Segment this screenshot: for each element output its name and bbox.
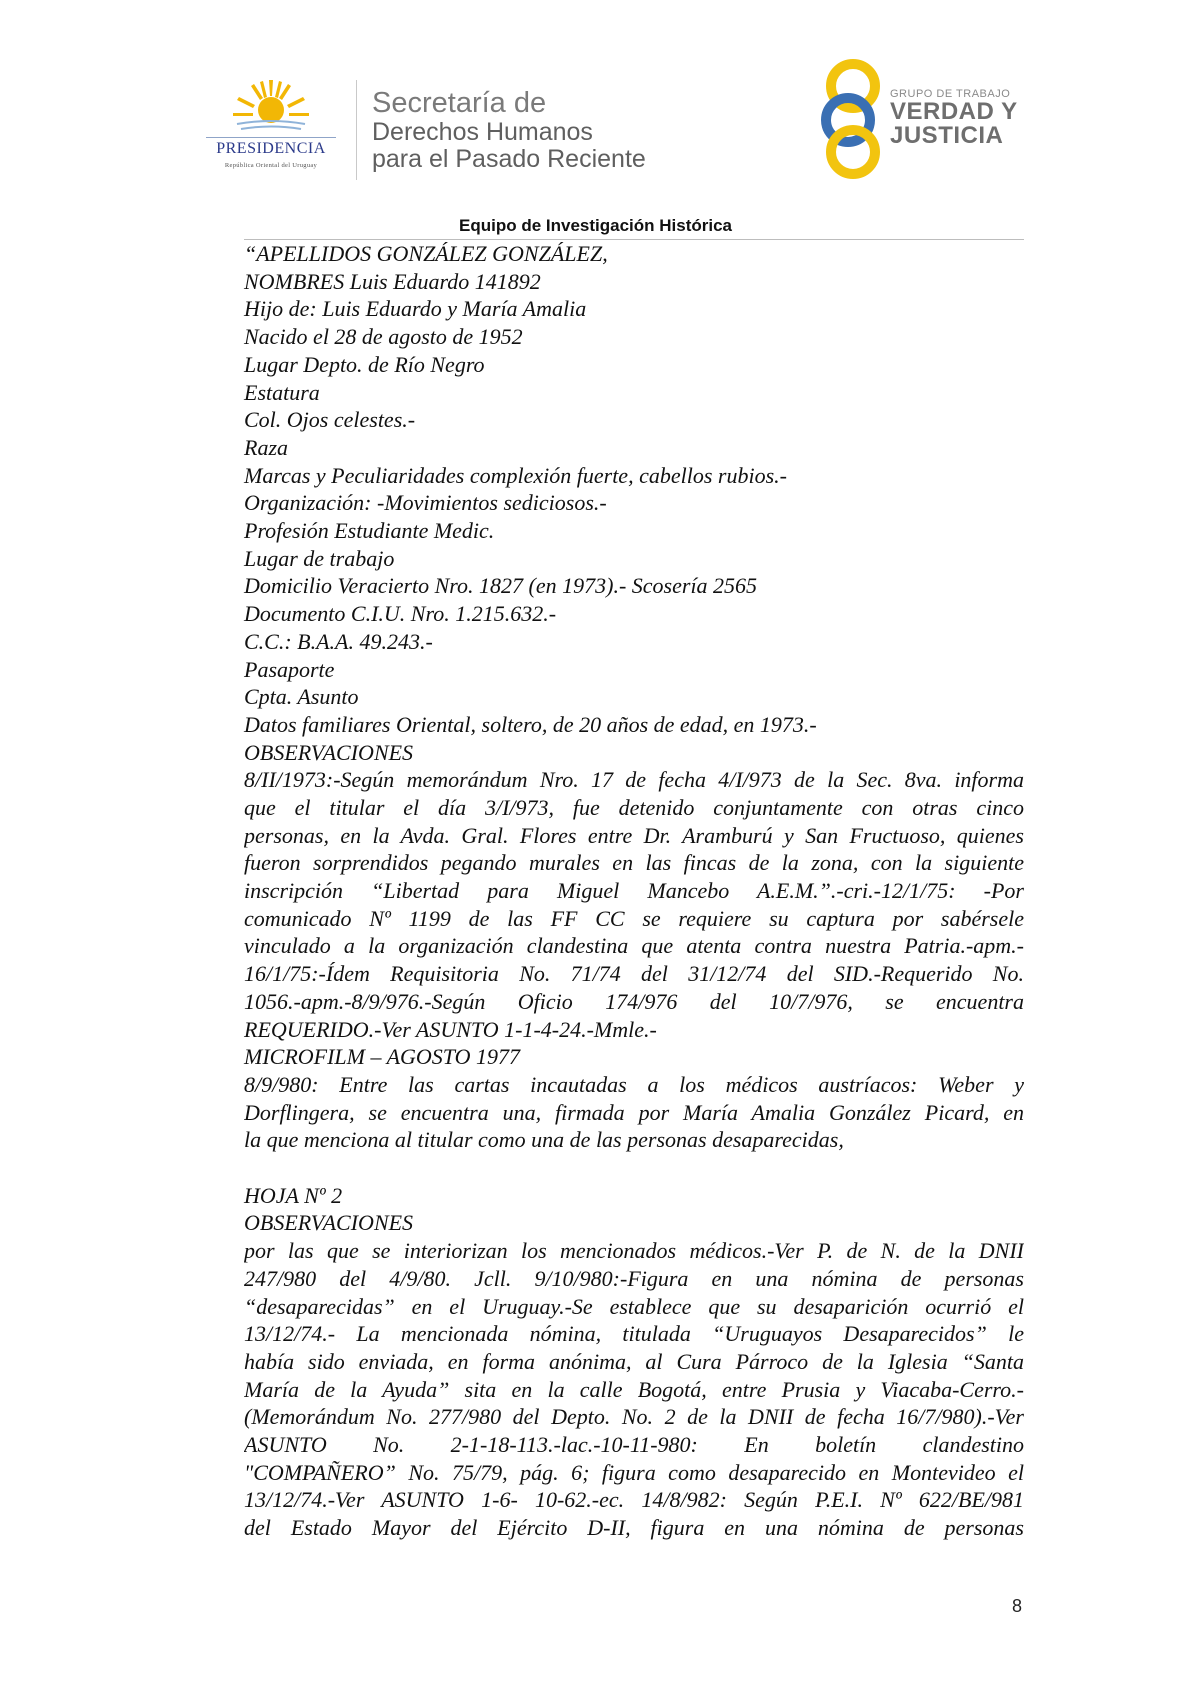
verdad-label: VERDAD Y [890, 98, 1018, 125]
field-line: Lugar Depto. de Río Negro [244, 351, 485, 377]
observation-line: la que menciona al titular como una de las personas desaparecidas, [244, 1127, 844, 1153]
secretaria-line-3: para el Pasado Reciente [372, 145, 646, 173]
team-title: Equipo de Investigación Histórica [459, 216, 732, 235]
field-line: Hijo de: Luis Eduardo y María Amalia [244, 296, 587, 322]
field-line: Lugar de trabajo [244, 545, 395, 571]
hoja-heading: HOJA Nº 2 [244, 1182, 343, 1208]
observation-line: "COMPAÑERO” No. 75/79, pág. 6; figura como desaparecido en Montevideo el [244, 1459, 1024, 1485]
observation-line: personas, en la Avda. Gral. Flores entre Dr. Aramburú y San Fructuoso, quienes [244, 822, 1024, 848]
field-line: NOMBRES Luis Eduardo 141892 [244, 268, 541, 294]
field-line: “APELLIDOS GONZÁLEZ GONZÁLEZ, [244, 241, 608, 266]
field-line: Col. Ojos celestes.- [244, 407, 416, 433]
presidencia-logo [196, 78, 346, 178]
observation-line: “desaparecidas” en el Uruguay.-Se establece que su desaparición ocurrió el [244, 1293, 1024, 1319]
interlocking-rings-icon [818, 56, 888, 181]
header-logos [0, 0, 1191, 220]
observation-line: ASUNTO No. 2-1-18-113.-lac.-10-11-980: En boletín clandestino [244, 1431, 1024, 1457]
observaciones-heading: OBSERVACIONES [244, 739, 414, 765]
observation-line: 1056.-apm.-8/9/976.-Según Oficio 174/976 del 10/7/976, se encuentra [244, 988, 1024, 1014]
field-line: Nacido el 28 de agosto de 1952 [244, 324, 523, 350]
field-line: Raza [244, 434, 288, 460]
observation-line: vinculado a la organización clandestina que atenta contra nuestra Patria.-apm.- [244, 933, 1024, 959]
observation-line: 13/12/74.- La mencionada nómina, titulada “Uruguayos Desaparecidos” le [244, 1321, 1024, 1347]
observation-line: por las que se interiorizan los mencionados médicos.-Ver P. de N. de la DNII [244, 1238, 1024, 1264]
grupo-trabajo-label: GRUPO DE TRABAJO [890, 88, 1011, 100]
blank-line [244, 1154, 1024, 1182]
field-line: Documento C.I.U. Nro. 1.215.632.- [244, 601, 557, 627]
presidencia-rule [206, 137, 336, 138]
microfilm-line: MICROFILM – AGOSTO 1977 [244, 1044, 521, 1070]
sun-icon [231, 78, 311, 136]
field-line: Organización: -Movimientos sediciosos.- [244, 490, 607, 516]
field-line: C.C.: B.A.A. 49.243.- [244, 628, 433, 654]
presidencia-subtitle: República Oriental del Uruguay [224, 162, 318, 169]
field-line: Estatura [244, 379, 320, 405]
observation-line: 247/980 del 4/9/80. Jcll. 9/10/980:-Figura en una nómina de personas [244, 1265, 1024, 1291]
field-line: Cpta. Asunto [244, 684, 359, 710]
secretaria-line-2: Derechos Humanos [372, 118, 593, 146]
verdad-justicia-text [890, 88, 1018, 148]
field-line: Datos familiares Oriental, soltero, de 20 años de edad, en 1973.- [244, 711, 817, 737]
page-number: 8 [1012, 1596, 1023, 1616]
observation-line: 8/9/980: Entre las cartas incautadas a los médicos austríacos: Weber y [244, 1071, 1024, 1097]
observation-line: 8/II/1973:-Según memorándum Nro. 17 de fecha 4/I/973 de la Sec. 8va. informa [244, 767, 1024, 793]
observation-line: REQUERIDO.-Ver ASUNTO 1-1-4-24.-Mmle.- [244, 1016, 657, 1042]
justicia-label: JUSTICIA [890, 122, 1004, 149]
verdad-justicia-logo [818, 56, 1028, 181]
observation-line: (Memorándum No. 277/980 del Depto. No. 2 de la DNII de fecha 16/7/980).-Ver [244, 1404, 1024, 1430]
record-body [244, 240, 1024, 1542]
observation-line: 13/12/74.-Ver ASUNTO 1-6- 10-62.-ec. 14/8/982: Según P.E.I. Nº 622/BE/981 [244, 1487, 1024, 1513]
observation-line: inscripción “Libertad para Miguel Mancebo A.E.M.”.-cri.-12/1/75: -Por [244, 878, 1024, 904]
observation-line: Dorflingera, se encuentra una, firmada por María Amalia González Picard, en [244, 1099, 1024, 1125]
field-line: Domicilio Veracierto Nro. 1827 (en 1973).- Scosería 2565 [244, 573, 758, 599]
logo-divider [356, 80, 357, 180]
observation-line: había sido enviada, en forma anónima, al Cura Párroco de la Iglesia “Santa [244, 1348, 1024, 1374]
observation-line: del Estado Mayor del Ejército D-II, figura en una nómina de personas [244, 1515, 1024, 1540]
field-line: Marcas y Peculiaridades complexión fuerte, cabellos rubios.- [244, 462, 787, 488]
observation-line: comunicado Nº 1199 de las FF CC se requiere su captura por sabérsele [244, 905, 1024, 931]
presidencia-name: PRESIDENCIA [216, 140, 326, 157]
observation-line: 16/1/75:-Ídem Requisitoria No. 71/74 del 31/12/74 del SID.-Requerido No. [244, 961, 1024, 987]
secretaria-logo [372, 88, 646, 173]
observation-line: que el titular el día 3/I/973, fue detenido conjuntamente con otras cinco [244, 795, 1024, 821]
field-line: Pasaporte [244, 656, 335, 682]
observation-line: fueron sorprendidos pegando murales en las fincas de la zona, con la siguiente [244, 850, 1024, 876]
field-line: Profesión Estudiante Medic. [244, 518, 495, 544]
observation-line: María de la Ayuda” sita en la calle Bogotá, entre Prusia y Viacaba-Cerro.- [244, 1376, 1024, 1402]
observaciones-heading-2: OBSERVACIONES [244, 1210, 414, 1236]
secretaria-line-1: Secretaría de [372, 87, 547, 119]
